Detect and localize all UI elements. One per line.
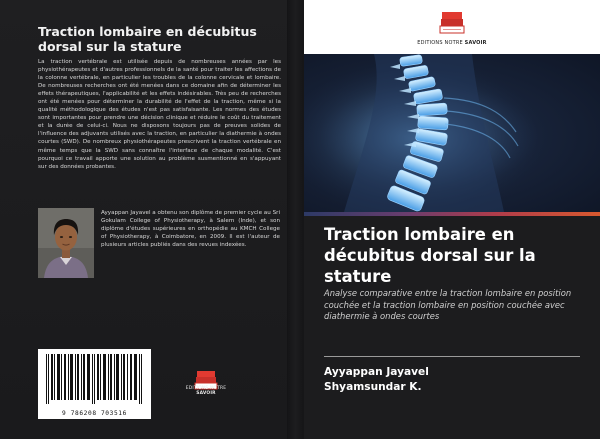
publisher-brand: SAVOIR [196,391,216,396]
author-name-2: Shyamsundar K. [324,381,422,393]
accent-stripe [304,212,600,216]
author-name-1: Ayyappan Jayavel [324,366,429,378]
back-cover [0,0,287,439]
back-publisher-name [176,386,236,396]
author-portrait-image [38,208,94,278]
author-biography: Ayyappan Jayavel a obtenu son diplôme de premier cycle au Sri Gokulam College of Physiotherapy, à Salem (Inde), et son diplôme d'études supérieures en orthopédie au KMCH College of Physiotherapy, à Coimbatore, en 2009. Il est l'auteur de plusieurs articles publiés dans des revues indexées. [101,210,280,249]
book-spine [287,0,304,439]
front-cover-title: Traction lombaire en décubitus dorsal sur la stature [324,225,536,286]
isbn-number: 9 786208 703516 [62,410,127,417]
spine-xray-illustration [304,54,600,212]
publisher-banner [304,0,600,54]
publisher-prefix: EDITIONS NOTRE [185,386,227,391]
publisher-prefix: EDITIONS NOTRE [417,40,465,46]
publisher-brand: SAVOIR [464,40,487,46]
author-portrait [38,208,94,278]
divider-line [324,356,580,357]
isbn-barcode [38,349,151,419]
isbn-barcode-icon [42,352,147,406]
front-cover-subtitle: Analyse comparative entre la traction lombaire en position couchée et la traction lombaire en position couchée avec diathermie à ondes courtes [324,288,572,322]
front-publisher-name [402,40,502,46]
back-cover-title: Traction lombaire en décubitus dorsal sur la stature [38,24,257,54]
book-stack-logo-icon [428,10,476,38]
back-cover-blurb: La traction vertébrale est utilisée depuis de nombreuses années par les physiothérapeutes et d'autres professionnels de la santé pour traiter les affections de la colonne vertébrale, en particulier les troubles de la colonne cervicale et lombaire. De nombreuses recherches ont été menées dans ce domaine afin de déterminer les effets thérapeutiques, l'applicabilité et les effets indésirables. Très peu de recherches ont été menées pour déterminer la durabilité de l'effet de la traction, même si la qualité méthodologique des études n'est pas satisfaisante. Les normes des études sont importantes pour prendre une décision clinique et réduire le coût du traitement et la durée de celui-ci. Nous ne disposons toujours pas de preuves solides de l'influence des adjuvants utilisés avec la traction, en particulier la diathermie à ondes courtes (SWD). De nombreux physiothérapeutes prescrivent la traction vertébrale en même temps que la SWD sans connaître l'interface de chaque modalité. C'est pourquoi ce travail apporte une solution au problème susmentionné en s'appuyant sur des données probantes. [38,59,281,170]
vertebral-column-illustration [304,54,600,212]
front-cover [304,0,600,439]
